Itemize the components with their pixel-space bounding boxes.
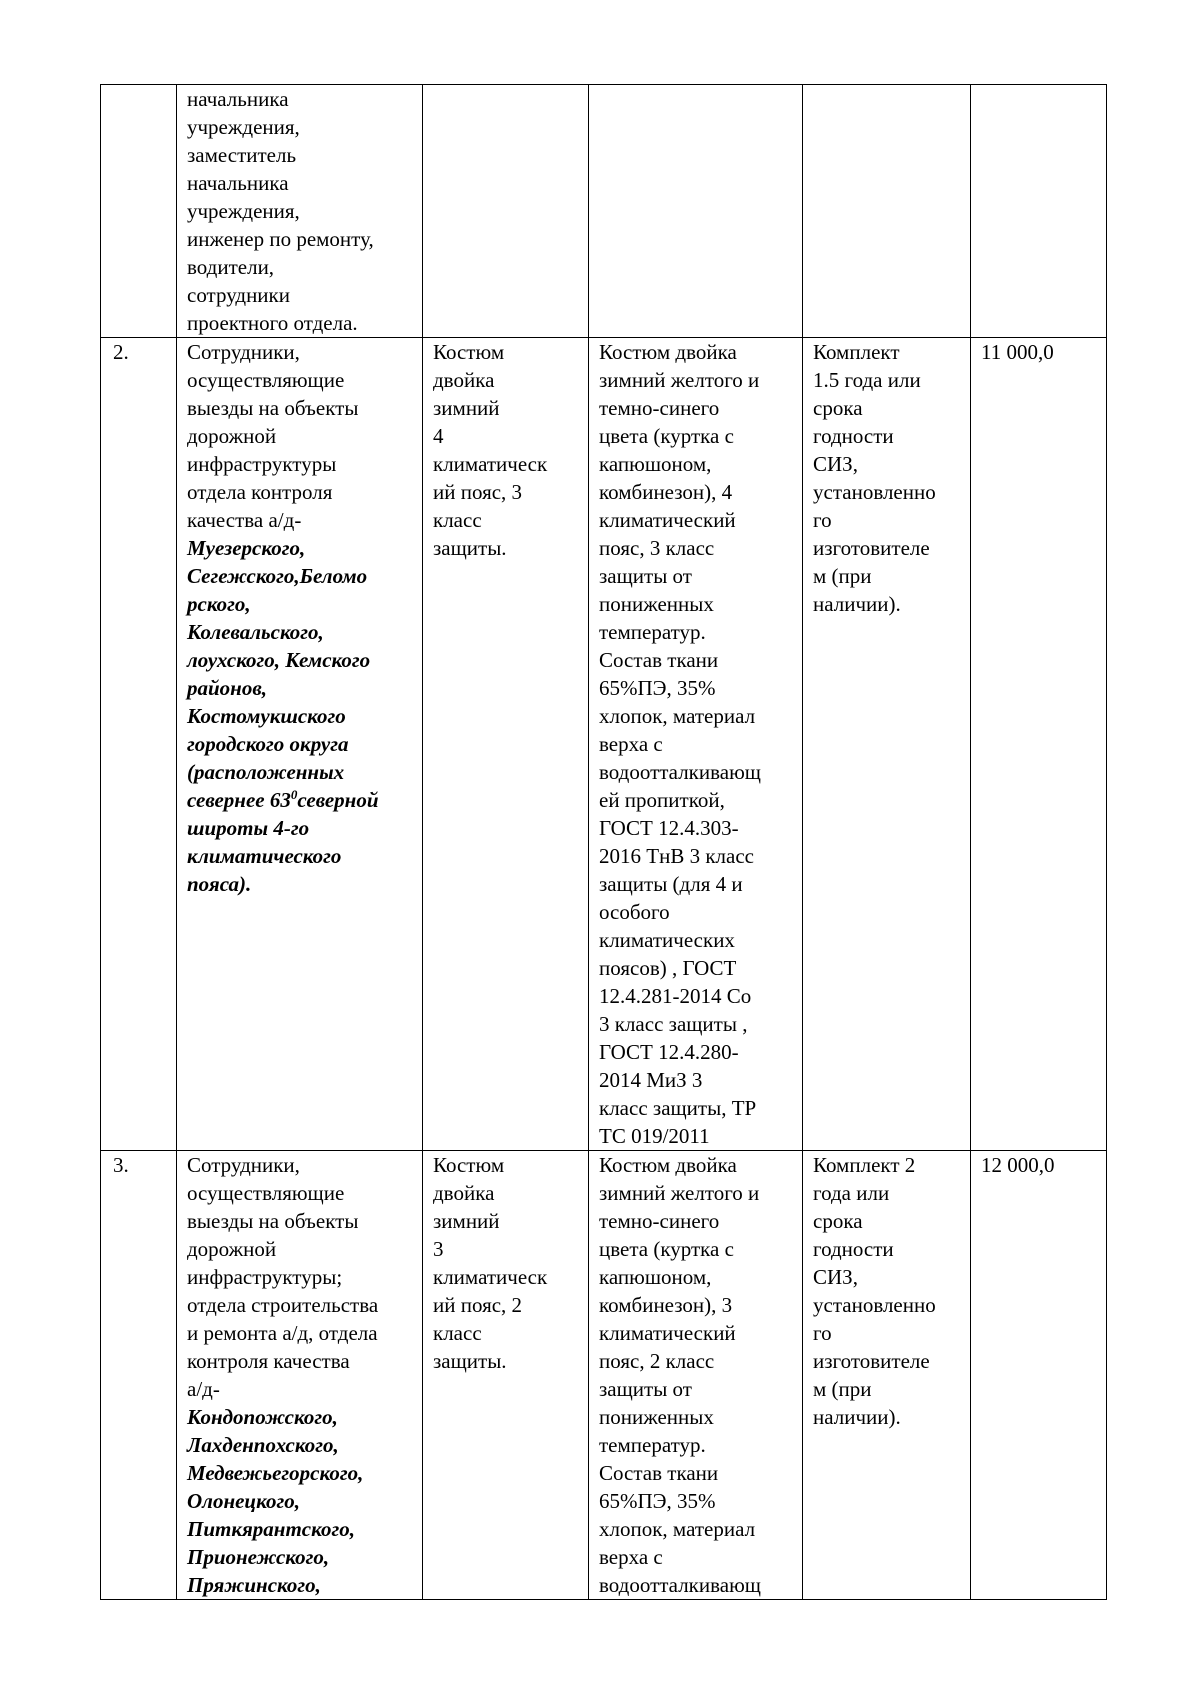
staff-cell	[177, 85, 423, 338]
text-line-main: районов,	[187, 676, 267, 700]
text-line-main: верха с	[599, 1545, 663, 1569]
text-line	[599, 394, 792, 422]
text-line-main: Питкярантского,	[187, 1517, 355, 1541]
text-line-main: Сегежского,Беломо	[187, 564, 368, 588]
text-line-main: (расположенных	[187, 760, 345, 784]
text-line-main: Сотрудники,	[187, 1153, 300, 1177]
text-line-main: Комплект	[813, 340, 900, 364]
text-line	[599, 1319, 792, 1347]
text-line-main: инфраструктуры	[187, 452, 337, 476]
text-line	[599, 1122, 792, 1150]
superscript: 0	[290, 787, 298, 802]
text-line-main: наличии).	[813, 1405, 901, 1429]
text-line-main: Прионежского,	[187, 1545, 330, 1569]
text-line	[813, 366, 960, 394]
text-line	[813, 450, 960, 478]
text-line-main: изготовителе	[813, 536, 930, 560]
text-line-main: защиты от	[599, 564, 692, 588]
text-line	[599, 646, 792, 674]
norm-cell	[803, 338, 971, 1151]
text-line-main: учреждения,	[187, 115, 300, 139]
text-line	[187, 197, 412, 225]
text-line	[187, 1151, 412, 1179]
text-line	[599, 1263, 792, 1291]
text-line	[599, 674, 792, 702]
text-line-main: капюшоном,	[599, 452, 712, 476]
text-line	[599, 1515, 792, 1543]
staff-text	[187, 338, 412, 898]
price-cell	[971, 1151, 1107, 1600]
spec-text	[599, 338, 792, 1150]
text-line-main: защиты от	[599, 1377, 692, 1401]
text-line-main: инфраструктуры;	[187, 1265, 343, 1289]
text-line-main: СИЗ,	[813, 1265, 858, 1289]
text-line-main: зимний желтого и	[599, 368, 760, 392]
text-line	[433, 506, 578, 534]
text-line-main: 3 класс защиты ,	[599, 1012, 748, 1036]
text-line-main: класс защиты, ТР	[599, 1096, 757, 1120]
text-line	[599, 786, 792, 814]
text-line-main: 2014 МиЗ 3	[599, 1068, 703, 1092]
text-line	[599, 1010, 792, 1038]
text-line	[433, 1263, 578, 1291]
text-line	[187, 1543, 412, 1571]
text-line	[813, 422, 960, 450]
text-line	[813, 534, 960, 562]
text-line-main: го	[813, 508, 832, 532]
norm-text	[813, 338, 960, 618]
text-line-main: Состав ткани	[599, 648, 719, 672]
text-line-main: верха с	[599, 732, 663, 756]
text-line	[187, 534, 412, 562]
text-line	[187, 338, 412, 366]
table-body	[101, 85, 1107, 1600]
text-line-main: комбинезон), 3	[599, 1293, 733, 1317]
text-line	[813, 506, 960, 534]
text-line-main: пояс, 2 класс	[599, 1349, 715, 1373]
text-line	[599, 590, 792, 618]
text-line-main: Костомукшского	[187, 704, 346, 728]
text-line	[187, 702, 412, 730]
text-line	[187, 1459, 412, 1487]
text-line-main: го	[813, 1321, 832, 1345]
text-line-main: 65%ПЭ, 35%	[599, 1489, 716, 1513]
text-line	[599, 702, 792, 730]
text-line	[599, 450, 792, 478]
text-line-main: и ремонта а/д, отдела	[187, 1321, 378, 1345]
text-line	[187, 1319, 412, 1347]
text-line-main: СИЗ,	[813, 452, 858, 476]
text-line	[599, 814, 792, 842]
text-line	[599, 842, 792, 870]
text-line	[187, 870, 412, 898]
text-line-main: пониженных	[599, 592, 714, 616]
text-line-main: 1.5 года или	[813, 368, 921, 392]
text-line	[599, 1403, 792, 1431]
text-line-main: 3	[433, 1237, 444, 1261]
text-line	[187, 1235, 412, 1263]
text-line	[433, 1179, 578, 1207]
text-line	[813, 1291, 960, 1319]
text-line-main: климатическ	[433, 1265, 548, 1289]
text-line-main: хлопок, материал	[599, 1517, 756, 1541]
text-line	[187, 1375, 412, 1403]
text-line-main: выезды на объекты	[187, 396, 359, 420]
text-line	[187, 646, 412, 674]
norm-text	[813, 1151, 960, 1431]
text-line-main: м (при	[813, 564, 872, 588]
text-line	[599, 1375, 792, 1403]
text-line-main: севернее 63	[187, 788, 291, 812]
text-line-main: поясов) , ГОСТ	[599, 956, 737, 980]
text-line-main: климатических	[599, 928, 735, 952]
text-line-main: проектного отдела.	[187, 311, 358, 335]
text-line	[433, 338, 578, 366]
text-line	[187, 590, 412, 618]
text-line-main: климатического	[187, 844, 342, 868]
text-line-main: защиты.	[433, 536, 507, 560]
text-line	[187, 450, 412, 478]
text-line	[813, 590, 960, 618]
text-line-main: дорожной	[187, 1237, 277, 1261]
spec-text	[599, 1151, 792, 1599]
text-line	[187, 814, 412, 842]
item-cell	[423, 85, 589, 338]
text-line-main: Костюм	[433, 340, 505, 364]
text-line-main: контроля качества	[187, 1349, 350, 1373]
text-line-main: инженер по ремонту,	[187, 227, 374, 251]
text-line	[599, 1038, 792, 1066]
text-line-main: изготовителе	[813, 1349, 930, 1373]
text-line	[187, 758, 412, 786]
text-line-main: особого	[599, 900, 670, 924]
text-line	[187, 309, 412, 337]
ppe-norms-table	[100, 84, 1107, 1600]
text-line	[187, 674, 412, 702]
staff-cell	[177, 1151, 423, 1600]
text-line-main: водоотталкивающ	[599, 1573, 761, 1597]
text-line	[813, 1375, 960, 1403]
text-line-main: срока	[813, 1209, 863, 1233]
text-line-main: температур.	[599, 620, 706, 644]
text-line-main: установленно	[813, 480, 936, 504]
text-line-main: класс	[433, 508, 482, 532]
text-line	[599, 422, 792, 450]
text-line	[187, 1487, 412, 1515]
text-line	[433, 366, 578, 394]
text-line	[599, 562, 792, 590]
table-row	[101, 1151, 1107, 1600]
text-line-main: сотрудники	[187, 283, 290, 307]
text-line	[813, 1403, 960, 1431]
spec-cell	[589, 1151, 803, 1600]
text-line	[187, 478, 412, 506]
text-line-main: Комплект 2	[813, 1153, 916, 1177]
text-line	[433, 1207, 578, 1235]
text-line	[187, 225, 412, 253]
text-line-main: 2016 ТнВ 3 класс	[599, 844, 754, 868]
text-line	[599, 1459, 792, 1487]
text-line	[433, 422, 578, 450]
text-line-main: Кондопожского,	[187, 1405, 338, 1429]
text-line-main: капюшоном,	[599, 1265, 712, 1289]
text-line-main: цвета (куртка с	[599, 424, 734, 448]
text-line-main: комбинезон), 4	[599, 480, 733, 504]
text-line-main: защиты.	[433, 1349, 507, 1373]
item-cell	[423, 338, 589, 1151]
text-line	[599, 338, 792, 366]
norm-cell	[803, 1151, 971, 1600]
staff-text	[187, 85, 412, 337]
text-line	[187, 422, 412, 450]
text-line-main: двойка	[433, 1181, 495, 1205]
text-line-main: м (при	[813, 1377, 872, 1401]
text-line	[187, 1403, 412, 1431]
text-line-main: темно-синего	[599, 1209, 720, 1233]
text-line-main: Состав ткани	[599, 1461, 719, 1485]
text-line	[187, 1291, 412, 1319]
text-line-main: учреждения,	[187, 199, 300, 223]
text-line	[813, 1235, 960, 1263]
text-line-main: осуществляющие	[187, 368, 345, 392]
text-line-main: Костюм двойка	[599, 1153, 737, 1177]
spec-cell	[589, 85, 803, 338]
text-line	[187, 842, 412, 870]
text-line-main: Олонецкого,	[187, 1489, 300, 1513]
text-line-main: Колевальского,	[187, 620, 324, 644]
text-line-main: отдела строительства	[187, 1293, 379, 1317]
text-line	[433, 1151, 578, 1179]
text-line	[813, 1179, 960, 1207]
text-line-main: ий пояс, 2	[433, 1293, 523, 1317]
text-line-main: ГОСТ 12.4.280-	[599, 1040, 739, 1064]
text-line	[813, 562, 960, 590]
text-line-main: зимний	[433, 1209, 500, 1233]
text-line	[187, 113, 412, 141]
text-line	[813, 1207, 960, 1235]
text-line	[813, 394, 960, 422]
text-line	[599, 730, 792, 758]
text-line	[599, 758, 792, 786]
text-line-main: 4	[433, 424, 444, 448]
text-line-main: начальника	[187, 87, 289, 111]
text-line	[187, 85, 412, 113]
text-line	[433, 478, 578, 506]
text-line	[599, 1179, 792, 1207]
text-line-main: 65%ПЭ, 35%	[599, 676, 716, 700]
price-value: 11 000,0	[981, 340, 1054, 364]
price-value: 12 000,0	[981, 1153, 1055, 1177]
text-line-main: выезды на объекты	[187, 1209, 359, 1233]
item-text	[433, 338, 578, 562]
text-line-main: водители,	[187, 255, 275, 279]
text-line-main: Лахденпохского,	[187, 1433, 339, 1457]
text-line	[599, 1487, 792, 1515]
text-line-main: городского округа	[187, 732, 349, 756]
text-line-main: климатический	[599, 508, 736, 532]
text-line-main: Сотрудники,	[187, 340, 300, 364]
text-line	[599, 366, 792, 394]
text-line	[187, 506, 412, 534]
row-number: 3.	[113, 1153, 129, 1177]
text-line	[187, 281, 412, 309]
row-number: 2.	[113, 340, 129, 364]
text-line	[599, 1571, 792, 1599]
text-line-main: класс	[433, 1321, 482, 1345]
text-line	[187, 394, 412, 422]
text-line-main: дорожной	[187, 424, 277, 448]
spec-cell	[589, 338, 803, 1151]
staff-cell	[177, 338, 423, 1151]
text-line-main: ТС 019/2011	[599, 1124, 710, 1148]
text-line	[599, 1235, 792, 1263]
text-line-main: пониженных	[599, 1405, 714, 1429]
text-line	[187, 366, 412, 394]
text-line	[187, 1263, 412, 1291]
text-line	[813, 338, 960, 366]
text-line	[599, 618, 792, 646]
text-line-main: цвета (куртка с	[599, 1237, 734, 1261]
text-line-main: пояс, 3 класс	[599, 536, 715, 560]
text-line	[813, 478, 960, 506]
text-line	[599, 534, 792, 562]
text-line-main: срока	[813, 396, 863, 420]
text-line	[187, 1571, 412, 1599]
text-line-main: годности	[813, 1237, 894, 1261]
text-line	[187, 169, 412, 197]
text-line	[433, 450, 578, 478]
staff-text	[187, 1151, 412, 1599]
text-line	[599, 982, 792, 1010]
text-line-main: установленно	[813, 1293, 936, 1317]
text-line-main: ий пояс, 3	[433, 480, 523, 504]
text-line	[599, 1151, 792, 1179]
text-line-main: лоухского, Кемского	[187, 648, 371, 672]
text-line-main: климатический	[599, 1321, 736, 1345]
text-line-main: пояса).	[187, 872, 252, 896]
text-line-main: температур.	[599, 1433, 706, 1457]
text-line	[599, 1291, 792, 1319]
table-row	[101, 338, 1107, 1151]
text-line-after: северной	[297, 788, 379, 812]
text-line	[599, 1543, 792, 1571]
text-line-main: ГОСТ 12.4.303-	[599, 816, 739, 840]
text-line	[187, 141, 412, 169]
text-line-main: качества а/д-	[187, 508, 302, 532]
text-line-main: отдела контроля	[187, 480, 333, 504]
text-line	[433, 1347, 578, 1375]
text-line	[187, 730, 412, 758]
text-line	[599, 898, 792, 926]
text-line-main: годности	[813, 424, 894, 448]
text-line	[187, 618, 412, 646]
price-cell	[971, 85, 1107, 338]
text-line-main: а/д-	[187, 1377, 220, 1401]
text-line	[599, 926, 792, 954]
text-line	[813, 1347, 960, 1375]
text-line-main: 12.4.281-2014 Со	[599, 984, 752, 1008]
text-line	[433, 534, 578, 562]
text-line	[433, 394, 578, 422]
text-line-main: Костюм	[433, 1153, 505, 1177]
text-line-main: зимний	[433, 396, 500, 420]
text-line	[187, 786, 412, 814]
text-line	[187, 1207, 412, 1235]
text-line	[187, 1347, 412, 1375]
text-line-main: климатическ	[433, 452, 548, 476]
text-line-main: наличии).	[813, 592, 901, 616]
text-line	[433, 1291, 578, 1319]
text-line	[599, 1347, 792, 1375]
text-line	[599, 506, 792, 534]
text-line	[187, 1179, 412, 1207]
text-line	[599, 1207, 792, 1235]
text-line	[813, 1319, 960, 1347]
text-line-main: Медвежьегорского,	[187, 1461, 364, 1485]
text-line-main: водоотталкивающ	[599, 760, 761, 784]
text-line-main: зимний желтого и	[599, 1181, 760, 1205]
text-line-main: начальника	[187, 171, 289, 195]
text-line	[813, 1263, 960, 1291]
text-line	[599, 1066, 792, 1094]
text-line	[599, 870, 792, 898]
text-line-main: широты 4-го	[187, 816, 310, 840]
item-cell	[423, 1151, 589, 1600]
text-line-main: темно-синего	[599, 396, 720, 420]
text-line-main: осуществляющие	[187, 1181, 345, 1205]
text-line	[187, 1515, 412, 1543]
text-line-main: двойка	[433, 368, 495, 392]
text-line-main: года или	[813, 1181, 890, 1205]
text-line-main: заместитель	[187, 143, 297, 167]
text-line	[813, 1151, 960, 1179]
text-line	[433, 1235, 578, 1263]
text-line	[187, 1431, 412, 1459]
text-line-main: рского,	[187, 592, 251, 616]
norm-cell	[803, 85, 971, 338]
text-line-main: Пряжинского,	[187, 1573, 321, 1597]
table-row	[101, 85, 1107, 338]
text-line-main: хлопок, материал	[599, 704, 756, 728]
row-number-cell	[101, 338, 177, 1151]
text-line	[187, 562, 412, 590]
text-line-main: Муезерского,	[187, 536, 306, 560]
text-line	[599, 1094, 792, 1122]
text-line	[599, 1431, 792, 1459]
text-line	[187, 253, 412, 281]
price-cell	[971, 338, 1107, 1151]
text-line	[433, 1319, 578, 1347]
item-text	[433, 1151, 578, 1375]
text-line-main: защиты (для 4 и	[599, 872, 743, 896]
text-line-main: ей пропиткой,	[599, 788, 725, 812]
row-number-cell	[101, 1151, 177, 1600]
row-number-cell	[101, 85, 177, 338]
text-line	[599, 478, 792, 506]
text-line	[599, 954, 792, 982]
text-line-main: Костюм двойка	[599, 340, 737, 364]
